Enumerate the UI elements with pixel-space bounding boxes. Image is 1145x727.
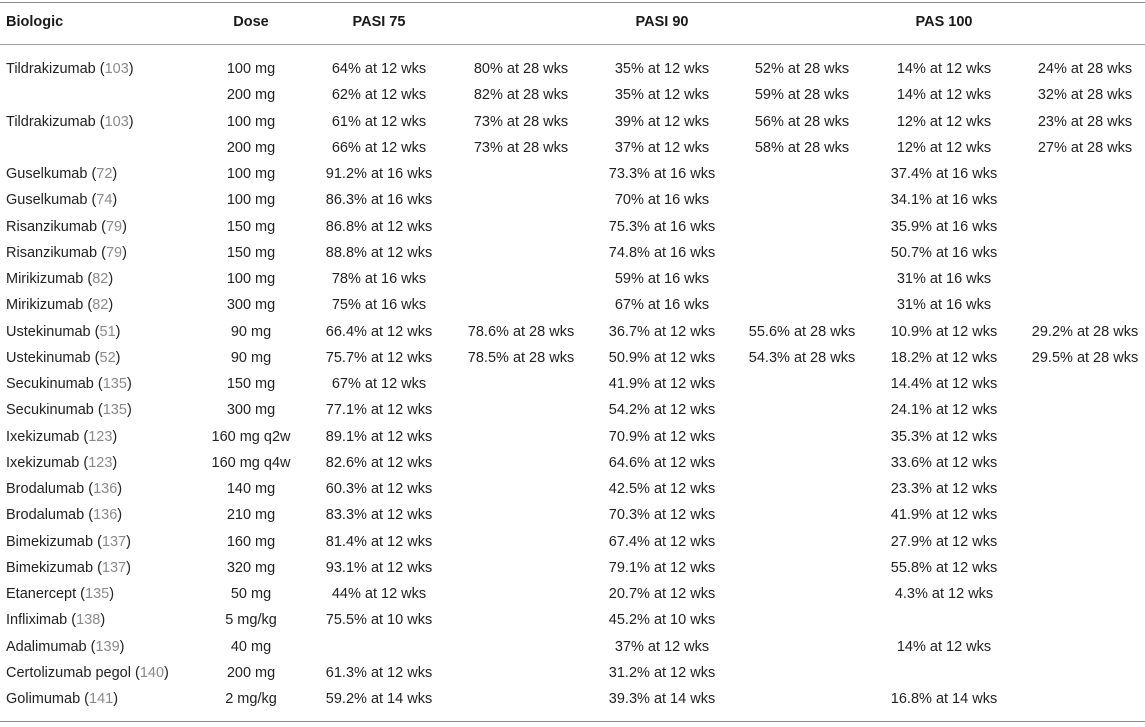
pasi90-12-cell: 42.5% at 12 wks bbox=[608, 481, 716, 497]
biologic-cell: Tildrakizumab (103) bbox=[6, 113, 134, 130]
biologic-cell: Ustekinumab (51) bbox=[6, 323, 121, 340]
reference-link[interactable]: 123 bbox=[88, 454, 113, 471]
biologic-name: Adalimumab bbox=[6, 638, 91, 655]
pasi90-28-cell: 55.6% at 28 wks bbox=[748, 323, 856, 340]
pasi100-12-cell: 31% at 16 wks bbox=[896, 271, 992, 287]
pasi75-12-cell: 59.2% at 14 wks bbox=[325, 691, 433, 707]
pasi75-12-cell: 75.7% at 12 wks bbox=[325, 349, 433, 366]
biologic-name: Tildrakizumab bbox=[6, 113, 100, 130]
pasi100-12-cell: 35.9% at 16 wks bbox=[890, 218, 998, 235]
biologic-name: Ixekizumab bbox=[6, 428, 84, 445]
biologic-cell: Mirikizumab (82) bbox=[6, 271, 114, 287]
dose-cell: 150 mg bbox=[226, 244, 276, 261]
pasi75-12-cell: 81.4% at 12 wks bbox=[325, 533, 433, 550]
header-pasi90: PASI 90 bbox=[635, 14, 689, 30]
pasi90-12-cell: 70.3% at 12 wks bbox=[608, 507, 716, 524]
dose-cell: 90 mg bbox=[230, 323, 272, 340]
biologic-cell: Golimumab (141) bbox=[6, 691, 119, 707]
dose-cell: 50 mg bbox=[230, 586, 272, 602]
biologic-cell: Secukinumab (135) bbox=[6, 376, 132, 392]
pasi75-12-cell: 91.2% at 16 wks bbox=[325, 166, 433, 182]
reference-link[interactable]: 82 bbox=[92, 271, 109, 287]
dose-cell: 300 mg bbox=[226, 297, 276, 314]
biologic-name: Mirikizumab bbox=[6, 297, 88, 314]
dose-cell: 150 mg bbox=[226, 376, 276, 392]
reference-link[interactable]: 139 bbox=[95, 638, 120, 655]
pasi90-12-cell: 75.3% at 16 wks bbox=[608, 218, 716, 235]
pasi90-12-cell: 73.3% at 16 wks bbox=[608, 166, 716, 182]
pasi100-12-cell: 31% at 16 wks bbox=[896, 297, 992, 314]
dose-cell: 100 mg bbox=[226, 113, 276, 130]
biologic-name: Golimumab bbox=[6, 691, 85, 707]
biologic-name: Guselkumab bbox=[6, 166, 92, 182]
dose-cell: 100 mg bbox=[226, 61, 276, 77]
dose-cell: 100 mg bbox=[226, 271, 276, 287]
biologic-name: Secukinumab bbox=[6, 376, 98, 392]
biologic-name: Ustekinumab bbox=[6, 349, 95, 366]
biologic-name: Brodalumab bbox=[6, 507, 89, 524]
biologic-name: Brodalumab bbox=[6, 481, 89, 497]
reference-link[interactable]: 52 bbox=[99, 349, 116, 366]
reference-link[interactable]: 135 bbox=[85, 586, 110, 602]
reference-link[interactable]: 138 bbox=[76, 612, 101, 629]
reference-link[interactable]: 74 bbox=[96, 192, 113, 209]
biologic-name: Ustekinumab bbox=[6, 323, 95, 340]
pasi100-12-cell: 24.1% at 12 wks bbox=[890, 402, 998, 419]
biologic-name: Bimekizumab bbox=[6, 533, 98, 550]
pasi75-12-cell: 67% at 12 wks bbox=[331, 376, 427, 392]
biologic-name: Infliximab bbox=[6, 612, 72, 629]
pasi100-12-cell: 34.1% at 16 wks bbox=[890, 192, 998, 209]
pasi100-12-cell: 14.4% at 12 wks bbox=[890, 376, 998, 392]
pasi100-12-cell: 4.3% at 12 wks bbox=[894, 586, 994, 602]
pasi90-12-cell: 37% at 12 wks bbox=[614, 638, 710, 655]
dose-cell: 40 mg bbox=[230, 638, 272, 655]
header-rule bbox=[0, 44, 1145, 45]
pasi90-12-cell: 59% at 16 wks bbox=[614, 271, 710, 287]
pasi90-12-cell: 74.8% at 16 wks bbox=[608, 244, 716, 261]
pasi75-12-cell: 62% at 12 wks bbox=[331, 87, 427, 104]
biologic-cell: Adalimumab (139) bbox=[6, 638, 125, 655]
pasi90-12-cell: 70.9% at 12 wks bbox=[608, 428, 716, 445]
dose-cell: 2 mg/kg bbox=[225, 691, 277, 707]
biologic-cell: Risanzikumab (79) bbox=[6, 244, 127, 261]
pasi75-28-cell: 80% at 28 wks bbox=[473, 61, 569, 77]
dose-cell: 160 mg q4w bbox=[211, 454, 291, 471]
pasi90-28-cell: 56% at 28 wks bbox=[754, 113, 850, 130]
dose-cell: 160 mg bbox=[226, 533, 276, 550]
biologic-name: Risanzikumab bbox=[6, 244, 102, 261]
pasi100-12-cell: 33.6% at 12 wks bbox=[890, 454, 998, 471]
pasi100-12-cell: 27.9% at 12 wks bbox=[890, 533, 998, 550]
pasi75-28-cell: 78.5% at 28 wks bbox=[467, 349, 575, 366]
pasi90-12-cell: 20.7% at 12 wks bbox=[608, 586, 716, 602]
pasi100-12-cell: 41.9% at 12 wks bbox=[890, 507, 998, 524]
pasi100-28-cell: 29.2% at 28 wks bbox=[1031, 323, 1139, 340]
table-bottom-rule bbox=[0, 721, 1145, 722]
biologic-name: Tildrakizumab bbox=[6, 61, 100, 77]
pasi90-12-cell: 37% at 12 wks bbox=[614, 139, 710, 156]
biologic-cell: Risanzikumab (79) bbox=[6, 218, 127, 235]
reference-link[interactable]: 79 bbox=[105, 218, 123, 235]
biologic-name: Certolizumab pegol bbox=[6, 664, 135, 681]
pasi100-12-cell: 35.3% at 12 wks bbox=[890, 428, 998, 445]
biologic-cell: Ustekinumab (52) bbox=[6, 349, 121, 366]
pasi100-28-cell: 27% at 28 wks bbox=[1037, 139, 1133, 156]
biologic-name: Etanercept bbox=[6, 586, 81, 602]
reference-link[interactable]: 141 bbox=[89, 691, 114, 707]
dose-cell: 320 mg bbox=[226, 559, 276, 576]
reference-link[interactable]: 136 bbox=[93, 507, 118, 524]
pasi75-12-cell: 60.3% at 12 wks bbox=[325, 481, 433, 497]
pasi75-12-cell: 66.4% at 12 wks bbox=[325, 323, 433, 340]
biologic-name: Guselkumab bbox=[6, 192, 92, 209]
reference-link[interactable]: 135 bbox=[102, 376, 127, 392]
pasi90-12-cell: 35% at 12 wks bbox=[614, 61, 710, 77]
pasi90-28-cell: 58% at 28 wks bbox=[754, 139, 850, 156]
reference-link[interactable]: 135 bbox=[102, 402, 127, 419]
biologic-name: Mirikizumab bbox=[6, 271, 88, 287]
biologic-cell: Guselkumab (74) bbox=[6, 192, 118, 209]
pasi100-12-cell: 14% at 12 wks bbox=[896, 61, 992, 77]
pasi100-28-cell: 23% at 28 wks bbox=[1037, 113, 1133, 130]
reference-link[interactable]: 72 bbox=[96, 166, 113, 182]
pasi90-12-cell: 64.6% at 12 wks bbox=[608, 454, 716, 471]
pasi90-12-cell: 31.2% at 12 wks bbox=[608, 664, 716, 681]
reference-link[interactable]: 140 bbox=[139, 664, 165, 681]
pasi100-12-cell: 14% at 12 wks bbox=[896, 638, 992, 655]
pasi75-12-cell: 66% at 12 wks bbox=[331, 139, 427, 156]
pasi75-12-cell: 88.8% at 12 wks bbox=[325, 244, 433, 261]
pasi100-12-cell: 12% at 12 wks bbox=[896, 113, 992, 130]
header-biologic: Biologic bbox=[6, 14, 64, 30]
reference-link[interactable]: 82 bbox=[92, 297, 109, 314]
biologic-cell: Etanercept (135) bbox=[6, 586, 115, 602]
pasi90-12-cell: 39% at 12 wks bbox=[614, 113, 710, 130]
biologic-cell: Mirikizumab (82) bbox=[6, 297, 114, 314]
biologic-cell: Ixekizumab (123) bbox=[6, 428, 118, 445]
pasi100-12-cell: 12% at 12 wks bbox=[896, 139, 992, 156]
pasi90-12-cell: 54.2% at 12 wks bbox=[608, 402, 716, 419]
reference-link[interactable]: 137 bbox=[101, 559, 127, 576]
pasi100-12-cell: 55.8% at 12 wks bbox=[890, 559, 998, 576]
pasi100-28-cell: 29.5% at 28 wks bbox=[1031, 349, 1139, 366]
reference-link[interactable]: 103 bbox=[104, 61, 129, 77]
dose-cell: 140 mg bbox=[226, 481, 276, 497]
dose-cell: 100 mg bbox=[226, 166, 276, 182]
biologic-name: Secukinumab bbox=[6, 402, 98, 419]
dose-cell: 210 mg bbox=[226, 507, 276, 524]
reference-link[interactable]: 137 bbox=[101, 533, 127, 550]
dose-cell: 5 mg/kg bbox=[225, 612, 277, 629]
pasi75-28-cell: 78.6% at 28 wks bbox=[467, 323, 575, 340]
biologic-cell: Secukinumab (135) bbox=[6, 402, 132, 419]
biologic-cell: Certolizumab pegol (140) bbox=[6, 664, 169, 681]
pasi90-12-cell: 41.9% at 12 wks bbox=[608, 376, 716, 392]
pasi75-12-cell: 61% at 12 wks bbox=[331, 113, 427, 130]
reference-link[interactable]: 136 bbox=[93, 481, 118, 497]
dose-cell: 300 mg bbox=[226, 402, 276, 419]
pasi75-12-cell: 64% at 12 wks bbox=[331, 61, 427, 77]
biologic-cell: Bimekizumab (137) bbox=[6, 559, 131, 576]
pasi100-12-cell: 37.4% at 16 wks bbox=[890, 166, 998, 182]
header-pasi100: PAS 100 bbox=[915, 14, 973, 30]
dose-cell: 200 mg bbox=[226, 139, 276, 156]
dose-cell: 90 mg bbox=[230, 349, 272, 366]
pasi75-12-cell: 78% at 16 wks bbox=[331, 271, 427, 287]
pasi75-28-cell: 73% at 28 wks bbox=[473, 139, 569, 156]
pasi75-12-cell: 86.3% at 16 wks bbox=[325, 192, 433, 209]
pasi90-12-cell: 67% at 16 wks bbox=[614, 297, 710, 314]
pasi75-12-cell: 86.8% at 12 wks bbox=[325, 218, 433, 235]
pasi75-12-cell: 93.1% at 12 wks bbox=[325, 559, 433, 576]
pasi75-28-cell: 73% at 28 wks bbox=[473, 113, 569, 130]
reference-link[interactable]: 103 bbox=[104, 113, 129, 130]
pasi100-12-cell: 23.3% at 12 wks bbox=[890, 481, 998, 497]
biologic-name: Risanzikumab bbox=[6, 218, 102, 235]
biologic-cell: Brodalumab (136) bbox=[6, 481, 123, 497]
biologic-cell: Bimekizumab (137) bbox=[6, 533, 131, 550]
pasi100-12-cell: 18.2% at 12 wks bbox=[890, 349, 998, 366]
pasi90-28-cell: 52% at 28 wks bbox=[754, 61, 850, 77]
pasi100-12-cell: 50.7% at 16 wks bbox=[890, 244, 998, 261]
pasi90-12-cell: 39.3% at 14 wks bbox=[608, 691, 716, 707]
pasi100-12-cell: 14% at 12 wks bbox=[896, 87, 992, 104]
pasi90-12-cell: 45.2% at 10 wks bbox=[608, 612, 716, 629]
biologic-cell: Tildrakizumab (103) bbox=[6, 61, 134, 77]
biologic-name: Bimekizumab bbox=[6, 559, 98, 576]
pasi90-12-cell: 79.1% at 12 wks bbox=[608, 559, 716, 576]
dose-cell: 100 mg bbox=[226, 192, 276, 209]
pasi90-12-cell: 70% at 16 wks bbox=[614, 192, 710, 209]
reference-link[interactable]: 123 bbox=[88, 428, 113, 445]
pasi75-12-cell: 83.3% at 12 wks bbox=[325, 507, 433, 524]
pasi75-12-cell: 77.1% at 12 wks bbox=[325, 402, 433, 419]
pasi75-12-cell: 89.1% at 12 wks bbox=[325, 428, 433, 445]
reference-link[interactable]: 51 bbox=[99, 323, 116, 340]
pasi100-28-cell: 32% at 28 wks bbox=[1037, 87, 1133, 104]
pasi100-12-cell: 10.9% at 12 wks bbox=[890, 323, 998, 340]
dose-cell: 150 mg bbox=[226, 218, 276, 235]
pasi75-12-cell: 82.6% at 12 wks bbox=[325, 454, 433, 471]
biologic-cell: Ixekizumab (123) bbox=[6, 454, 118, 471]
biologic-cell: Guselkumab (72) bbox=[6, 166, 118, 182]
biologic-cell: Brodalumab (136) bbox=[6, 507, 123, 524]
biologic-name: Ixekizumab bbox=[6, 454, 84, 471]
pasi75-12-cell: 75.5% at 10 wks bbox=[325, 612, 433, 629]
pasi90-28-cell: 54.3% at 28 wks bbox=[748, 349, 856, 366]
pasi75-12-cell: 61.3% at 12 wks bbox=[325, 664, 433, 681]
pasi100-28-cell: 24% at 28 wks bbox=[1037, 61, 1133, 77]
header-dose: Dose bbox=[233, 14, 269, 30]
biologic-cell: Infliximab (138) bbox=[6, 612, 106, 629]
dose-cell: 200 mg bbox=[226, 87, 276, 104]
pasi90-12-cell: 67.4% at 12 wks bbox=[608, 533, 716, 550]
pasi90-12-cell: 50.9% at 12 wks bbox=[608, 349, 716, 366]
pasi75-28-cell: 82% at 28 wks bbox=[473, 87, 569, 104]
table-top-rule bbox=[0, 2, 1145, 3]
pasi90-12-cell: 36.7% at 12 wks bbox=[608, 323, 716, 340]
pasi90-12-cell: 35% at 12 wks bbox=[614, 87, 710, 104]
header-pasi75: PASI 75 bbox=[352, 14, 406, 30]
pasi75-12-cell: 75% at 16 wks bbox=[331, 297, 427, 314]
pasi75-12-cell: 44% at 12 wks bbox=[331, 586, 427, 602]
reference-link[interactable]: 79 bbox=[105, 244, 123, 261]
pasi90-28-cell: 59% at 28 wks bbox=[754, 87, 850, 104]
dose-cell: 160 mg q2w bbox=[211, 428, 291, 445]
dose-cell: 200 mg bbox=[226, 664, 276, 681]
pasi100-12-cell: 16.8% at 14 wks bbox=[890, 691, 998, 707]
